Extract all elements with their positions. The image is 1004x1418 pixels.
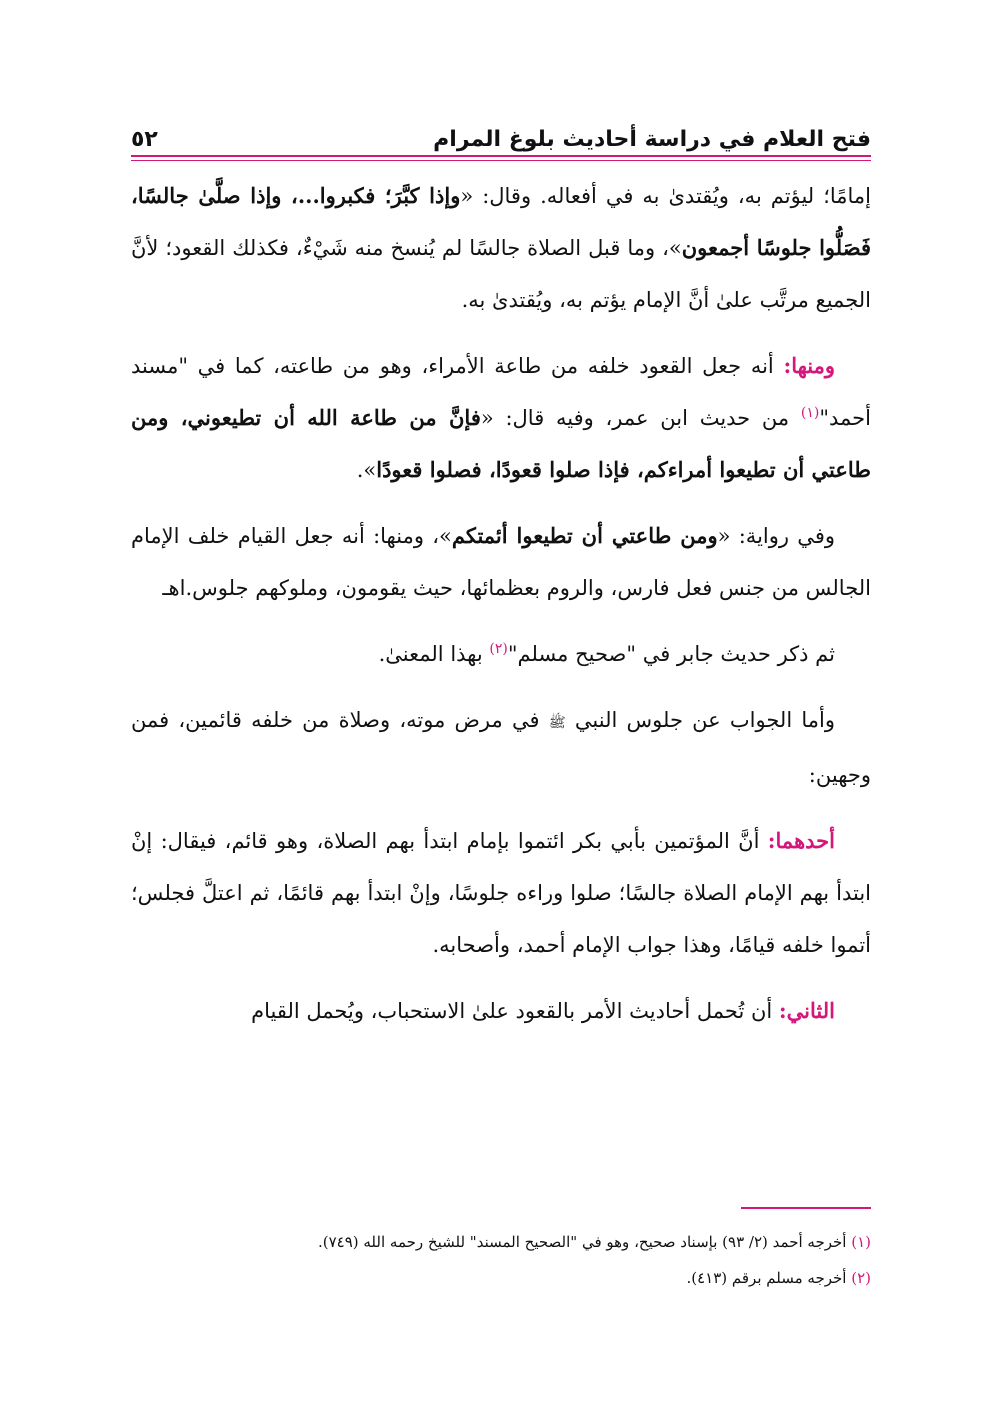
footnote-number: (٢) <box>851 1269 871 1287</box>
text-run: في مرض موته، وصلاة من خلفه قائمين، فمن وجهين: <box>131 708 871 787</box>
paragraph-4 <box>131 628 871 680</box>
page-number: ٥٢ <box>131 127 158 152</box>
footnote-number: (١) <box>851 1233 871 1251</box>
text-run: أنَّ المؤتمين بأبي بكر ائتموا بإمام ابتدأ بهم الصلاة، وهو قائم، فيقال: إنْ ابتدأ بهم الإمام الصلاة جالسًا؛ صلوا وراءه جلوسًا، وإنْ ابتدأ بهم قائمًا، ثم اعتلَّ فجلس؛ أتموا خلفه قيامًا، وهذا جواب الإمام أحمد، وأصحابه. <box>131 829 871 957</box>
section-label: أحدهما: <box>767 828 835 853</box>
text-run: ثم ذكر حديث جابر في "صحيح مسلم" <box>507 642 835 666</box>
paragraph-2 <box>131 340 871 496</box>
running-title: فتح العلام في دراسة أحاديث بلوغ المرام <box>433 127 871 152</box>
paragraph-7 <box>131 985 871 1037</box>
footnotes <box>131 1224 871 1296</box>
page-header <box>131 118 871 152</box>
hadith-quote: ومن طاعتي أن تطيعوا أئمتكم <box>451 523 718 548</box>
text-run: »، ومنها: أنه جعل القيام خلف الإمام الجالس من جنس فعل فارس، والروم بعظمائها، حيث يقومون، وملوكهم جلوس.اهـ <box>131 524 871 600</box>
text-run: وأما الجواب عن جلوس النبي <box>565 708 835 732</box>
text-run: وفي رواية: « <box>717 524 835 548</box>
paragraph-3 <box>131 510 871 614</box>
section-label: الثاني: <box>778 998 835 1023</box>
section-label: ومنها: <box>783 353 835 378</box>
header-rule-thick <box>131 155 871 157</box>
paragraph-1 <box>131 170 871 326</box>
paragraph-5 <box>131 694 871 801</box>
footnote-2 <box>131 1260 871 1296</box>
text-run: ». <box>356 458 377 482</box>
paragraph-6 <box>131 815 871 971</box>
footnote-text: أخرجه مسلم برقم (٤١٣). <box>686 1269 852 1287</box>
footnote-1 <box>131 1224 871 1260</box>
footnote-ref[interactable]: (١) <box>800 405 820 421</box>
footnote-text: أخرجه أحمد (٢/ ٩٣) بإسناد صحيح، وهو في "الصحيح المسند" للشيخ رحمه الله (٧٤٩). <box>317 1233 852 1251</box>
text-run: أن تُحمل أحاديث الأمر بالقعود علىٰ الاستحباب، ويُحمل القيام <box>251 999 779 1023</box>
hadith-quote: فإنَّ من طاعة الله أن تطيعوني، ومن طاعتي أن تطيعوا أمراءكم، فإذا صلوا قعودًا، فصلوا قعودًا <box>131 405 871 482</box>
footnote-ref[interactable]: (٢) <box>489 641 508 657</box>
text-run: »، وما قبل الصلاة جالسًا لم يُنسخ منه شَيْءٌ، فكذلك القعود؛ لأنَّ الجميع مرتَّب علىٰ أنَّ الإمام يؤتم به، ويُقتدىٰ به. <box>131 236 871 312</box>
text-run: من حديث ابن عمر، وفيه قال: « <box>480 406 801 430</box>
header-rule-thin <box>131 160 871 161</box>
footnote-separator <box>741 1207 871 1209</box>
text-run: إمامًا؛ ليؤتم به، ويُقتدىٰ به في أفعاله. وقال: « <box>460 184 871 208</box>
text-run: أنه جعل القعود خلفه من طاعة الأمراء، وهو من طاعته، كما في "مسند أحمد" <box>131 354 871 430</box>
salutation-glyph: ﷺ <box>548 715 566 731</box>
hadith-quote: وإذا كبَّرَ؛ فكبروا...، وإذا صلَّىٰ جالسًا، فَصَلُّوا جلوسًا أجمعون <box>131 183 871 260</box>
text-run: بهذا المعنىٰ. <box>378 642 490 666</box>
main-text <box>131 170 871 1051</box>
